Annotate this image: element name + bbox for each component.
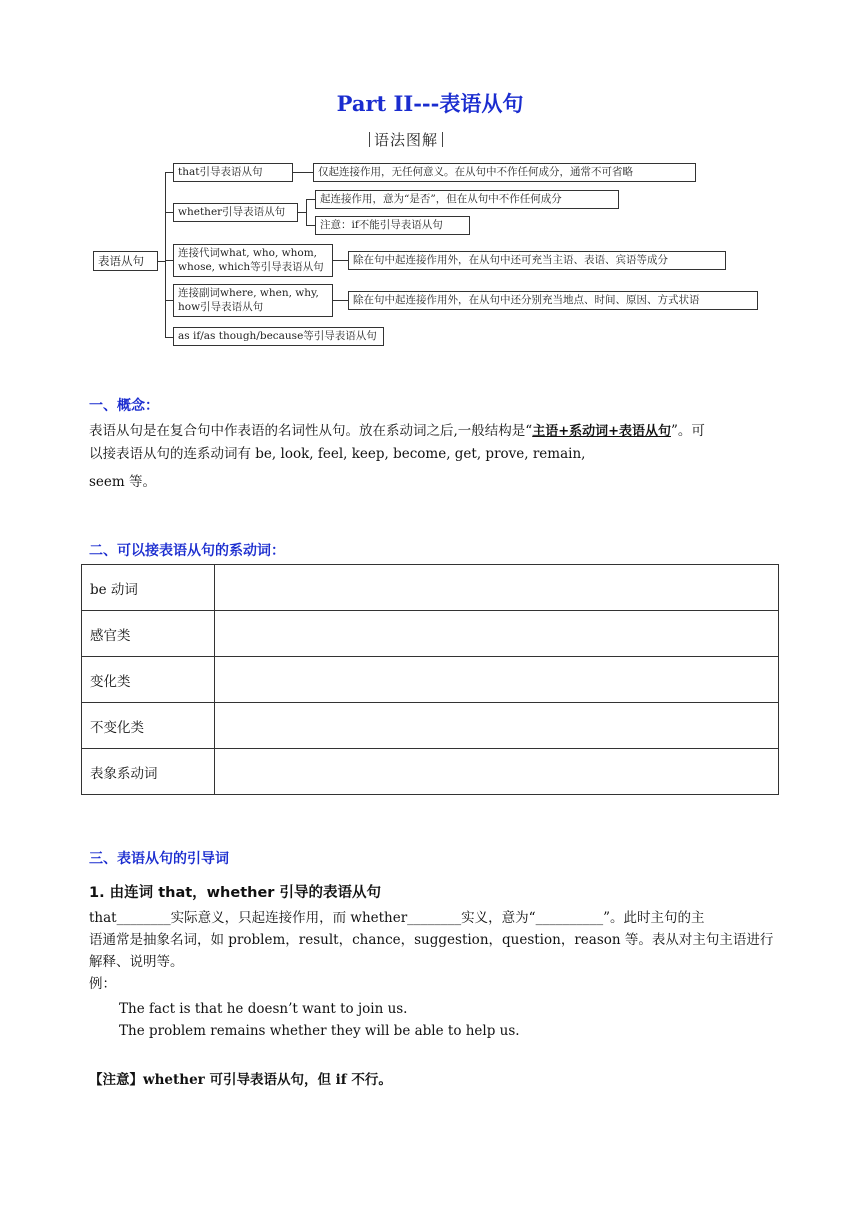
row-label: 感官类 [82, 611, 215, 657]
linking-verb-table [81, 564, 779, 795]
fill-cell[interactable] [215, 657, 779, 703]
table-row [82, 565, 779, 611]
example-sentences [119, 998, 520, 1042]
diagram-branch-whether: whether引导表语从句 [173, 203, 298, 222]
example-sentence: The fact is that he doesn’t want to join us. [119, 1001, 408, 1017]
table-row [82, 611, 779, 657]
section-heading-linking-verbs: 二、可以接表语从句的系动词： [89, 543, 285, 559]
row-label: 不变化类 [82, 703, 215, 749]
diagram-branch-pronouns: 连接代词what, who, whom, whose, which等引导表语从句 [173, 244, 333, 277]
example-sentence: The problem remains whether they will be able to help us. [119, 1023, 520, 1039]
diagram-branch-adverbs: 连接副词where, when, why, how引导表语从句 [173, 284, 333, 317]
page-title: Part II---表语从句 [336, 91, 524, 116]
concept-paragraph: 表语从句是在复合句中作表语的名词性从句。放在系动词之后,一般结构是“主语+系动词+表语从句”。可 以接表语从句的连系动词有 be, look, feel, keep, become, get, prove, remain, seem 等。 [89, 423, 705, 490]
row-label: 表象系动词 [82, 749, 215, 795]
diagram-header: 语法图解 [365, 129, 447, 150]
subheading-that-whether: 1. 由连词 that，whether 引导的表语从句 [89, 885, 382, 901]
note-whether-if: 【注意】whether 可引导表语从句，但 if 不行。 [89, 1072, 392, 1088]
fill-cell[interactable] [215, 749, 779, 795]
table-row [82, 749, 779, 795]
table-row [82, 703, 779, 749]
table-row [82, 657, 779, 703]
section-heading-concept: 一、概念： [89, 398, 159, 414]
example-label: 例： [89, 976, 116, 992]
diagram-note-adverbs: 除在句中起连接作用外，在从句中还分别充当地点、时间、原因、方式状语 [348, 291, 758, 310]
structure-keyword: 主语+系动词+表语从句 [532, 424, 671, 439]
fill-cell[interactable] [215, 565, 779, 611]
diagram-branch-as-if: as if/as though/because等引导表语从句 [173, 327, 384, 346]
fill-cell[interactable] [215, 611, 779, 657]
diagram-note-whether-1: 起连接作用，意为“是否”，但在从句中不作任何成分 [315, 190, 619, 209]
section-heading-introducers: 三、表语从句的引导词 [89, 851, 229, 867]
diagram-note-pronouns: 除在句中起连接作用外，在从句中还可充当主语、表语、宾语等成分 [348, 251, 726, 270]
diagram-branch-that: that引导表语从句 [173, 163, 293, 182]
row-label: 变化类 [82, 657, 215, 703]
that-whether-paragraph: that________实际意义，只起连接作用，而 whether________实义，意为“__________”。此时主句的主 语通常是抽象名词，如 problem，result，chance，suggestion，question，reason 等。表从对主句主语进行 解释、说明等。 例： [89, 907, 789, 995]
row-label: be 动词 [82, 565, 215, 611]
fill-cell[interactable] [215, 703, 779, 749]
diagram-root-box: 表语从句 [93, 251, 158, 271]
diagram-note-whether-2: 注意：if不能引导表语从句 [315, 216, 470, 235]
diagram-note-that: 仅起连接作用，无任何意义。在从句中不作任何成分，通常不可省略 [313, 163, 696, 182]
